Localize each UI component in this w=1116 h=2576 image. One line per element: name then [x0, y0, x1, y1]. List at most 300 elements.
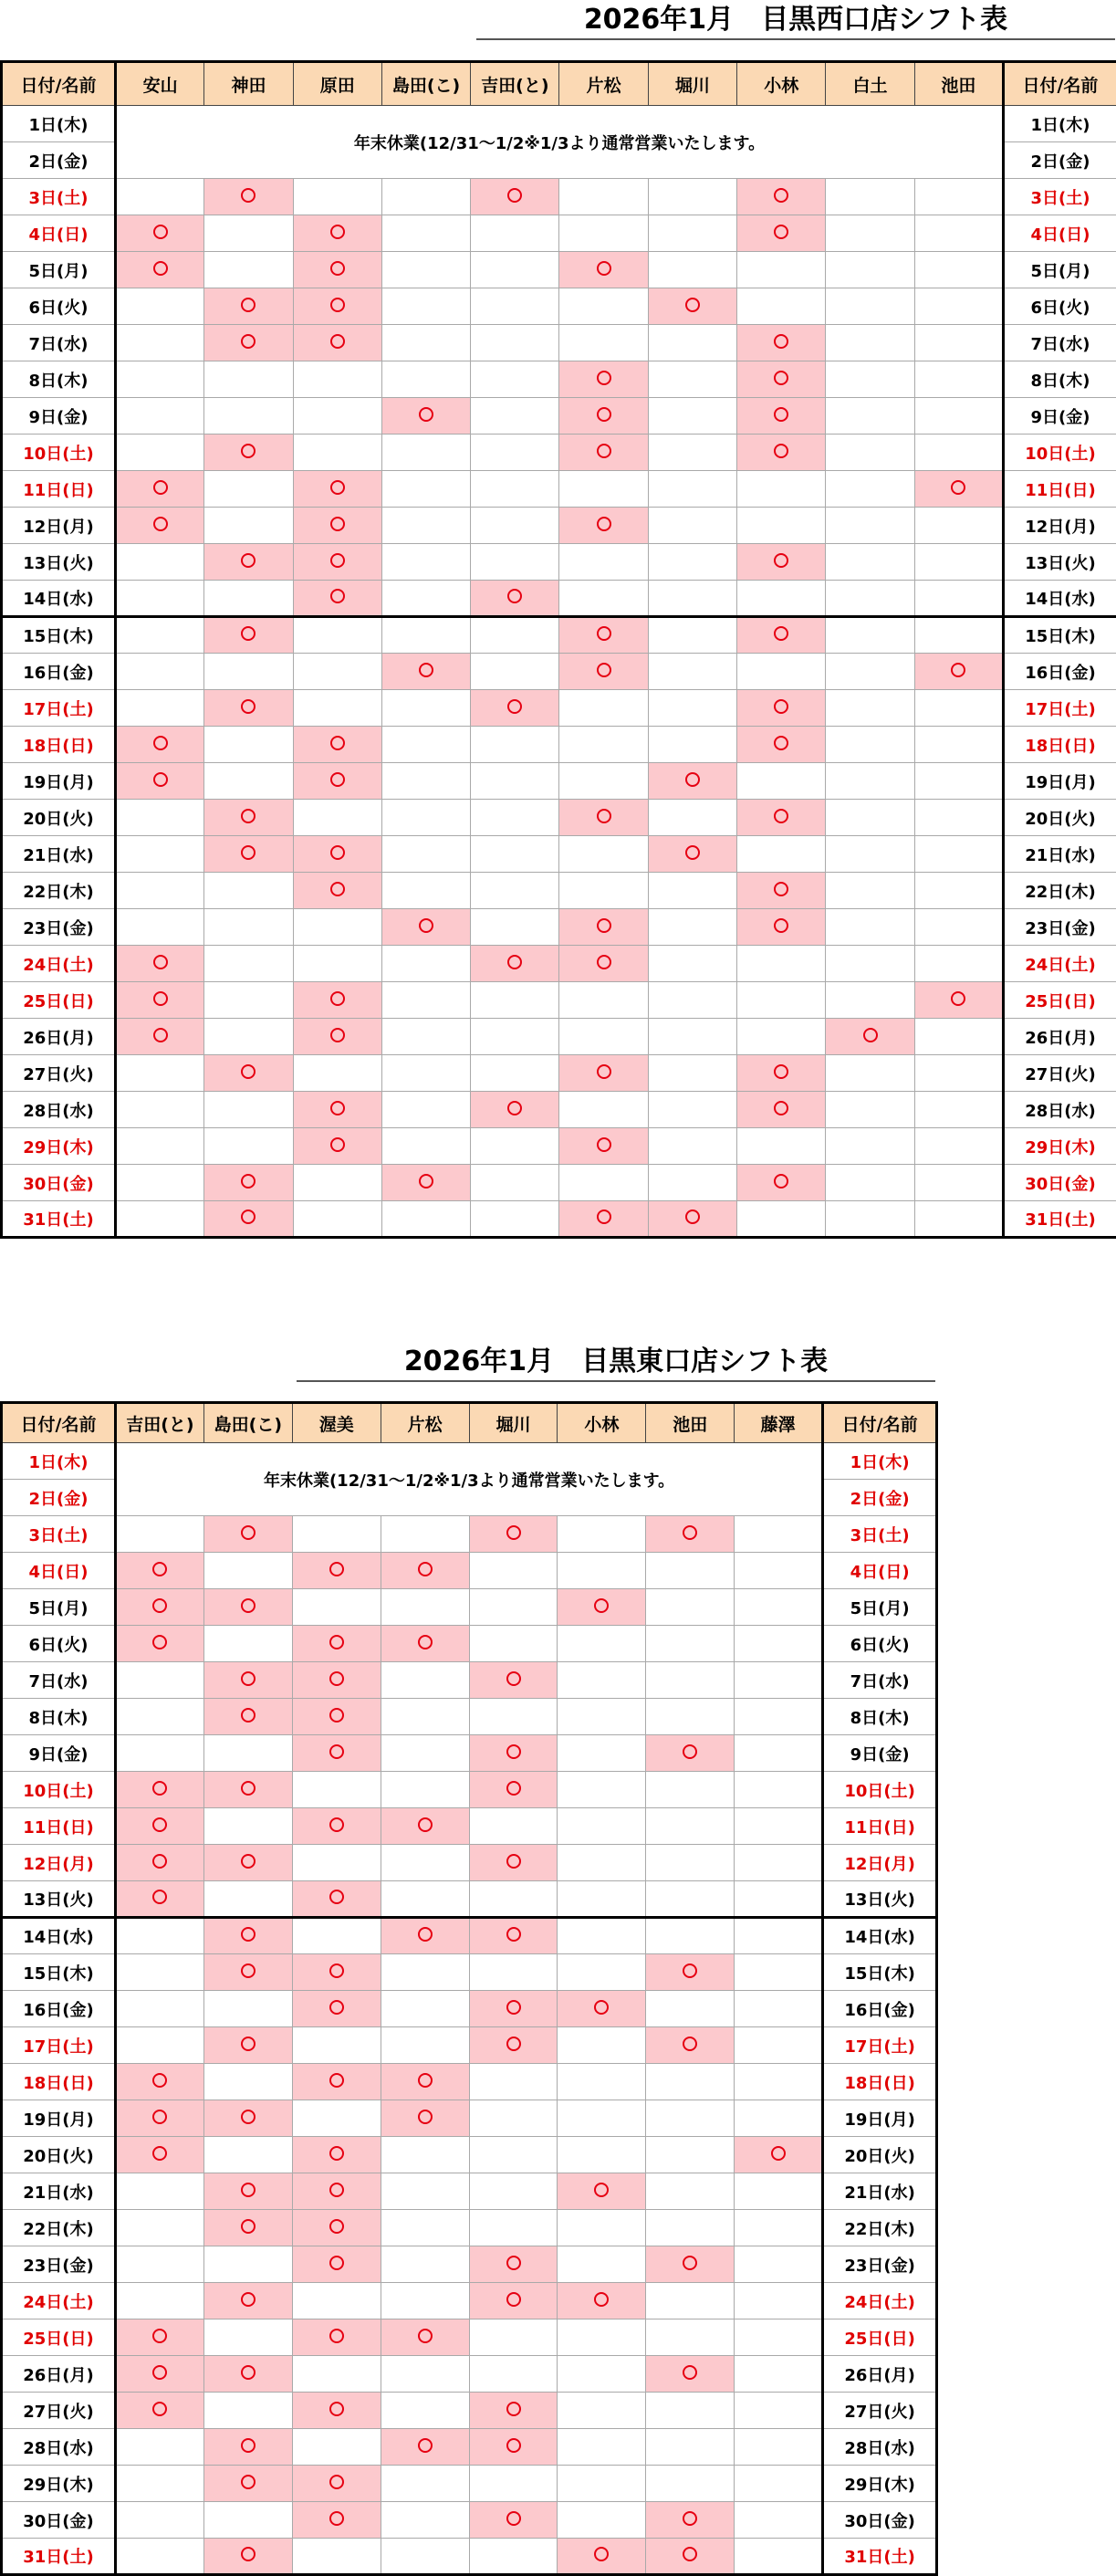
shift-cell: [469, 2064, 558, 2100]
shift-cell-on: [204, 288, 293, 325]
shift-cell: [204, 873, 293, 909]
shift-cell-on: [293, 873, 381, 909]
shift-cell: [203, 1553, 292, 1589]
shift-cell: [914, 435, 1003, 471]
shift-cell-on: [292, 2502, 381, 2539]
circle-mark: [683, 2547, 697, 2561]
shift-cell-on: [292, 1991, 381, 2027]
shift-cell-on: [292, 1954, 381, 1991]
shift-cell: [116, 544, 204, 581]
shift-cell: [735, 1553, 823, 1589]
shift-cell-on: [559, 1128, 648, 1165]
circle-mark: [241, 444, 256, 458]
shift-cell: [646, 1699, 735, 1735]
shift-cell-on: [737, 361, 826, 398]
day-label: 10日(土): [2, 435, 116, 471]
day-label: 26日(月): [1003, 1019, 1116, 1055]
shift-cell: [204, 471, 293, 508]
shift-cell: [293, 909, 381, 946]
shift-cell-on: [559, 361, 648, 398]
shift-cell-on: [116, 982, 204, 1019]
shift-cell-on: [204, 435, 293, 471]
shift-cell-on: [292, 1735, 381, 1772]
circle-mark: [152, 1635, 167, 1649]
shift-cell: [381, 2137, 469, 2173]
shift-cell: [735, 2064, 823, 2100]
shift-cell-on: [737, 727, 826, 763]
shift-cell: [471, 982, 559, 1019]
shift-cell: [735, 1699, 823, 1735]
shift-cell: [558, 1954, 646, 1991]
circle-mark: [330, 772, 345, 787]
shift-cell: [648, 1165, 736, 1201]
shift-cell-on: [203, 1589, 292, 1626]
day-row: [2, 1954, 937, 1991]
shift-cell: [469, 2210, 558, 2246]
shift-cell: [471, 1201, 559, 1238]
circle-mark: [597, 261, 611, 276]
circle-mark: [506, 1927, 521, 1942]
circle-mark: [241, 2292, 256, 2307]
shift-cell: [648, 325, 736, 361]
shift-cell: [116, 836, 204, 873]
day-label: 9日(金): [1003, 398, 1116, 435]
circle-mark: [329, 2073, 344, 2088]
shift-cell: [648, 727, 736, 763]
day-label: 24日(土): [1003, 946, 1116, 982]
shift-cell-on: [116, 2393, 204, 2429]
day-label: 7日(水): [823, 1662, 937, 1699]
shift-cell: [204, 763, 293, 800]
shift-cell: [826, 471, 914, 508]
shift-cell: [646, 1991, 735, 2027]
circle-mark: [418, 2329, 433, 2343]
circle-mark: [597, 1064, 611, 1079]
circle-mark: [329, 2146, 344, 2161]
circle-mark: [774, 1101, 788, 1115]
shift-cell-on: [203, 2539, 292, 2575]
shift-cell: [826, 581, 914, 617]
shift-cell: [471, 398, 559, 435]
shift-cell-on: [293, 288, 381, 325]
day-row: [2, 873, 1116, 909]
circle-mark: [152, 1598, 167, 1613]
shift-cell-on: [558, 2173, 646, 2210]
shift-cell-on: [559, 435, 648, 471]
shift-cell: [204, 361, 293, 398]
circle-mark: [329, 2256, 344, 2270]
staff-header: 小林: [558, 1403, 646, 1443]
circle-mark: [419, 918, 433, 933]
shift-cell-on: [203, 2429, 292, 2466]
shift-cell-on: [648, 1201, 736, 1238]
circle-mark: [330, 882, 345, 896]
shift-cell: [648, 544, 736, 581]
circle-mark: [506, 2000, 521, 2015]
circle-mark: [241, 2438, 256, 2453]
day-label: 30日(金): [2, 1165, 116, 1201]
day-row: [2, 836, 1116, 873]
shift-cell-on: [469, 2429, 558, 2466]
shift-cell: [292, 2027, 381, 2064]
shift-cell: [381, 471, 470, 508]
shift-cell-on: [204, 179, 293, 215]
shift-cell: [914, 763, 1003, 800]
shift-cell: [735, 2429, 823, 2466]
day-row: [2, 1845, 937, 1881]
shift-cell-on: [559, 946, 648, 982]
shift-cell: [203, 1991, 292, 2027]
shift-cell-on: [381, 398, 470, 435]
day-label: 2日(金): [1003, 142, 1116, 179]
circle-mark: [507, 699, 522, 714]
shift-cell-on: [826, 1019, 914, 1055]
shift-cell: [558, 2393, 646, 2429]
circle-mark: [418, 2110, 433, 2124]
shift-cell: [381, 2210, 469, 2246]
circle-mark: [241, 2219, 256, 2234]
shift-cell: [826, 873, 914, 909]
circle-mark: [597, 407, 611, 422]
day-label: 16日(金): [823, 1991, 937, 2027]
shift-cell: [735, 2502, 823, 2539]
shift-cell: [737, 763, 826, 800]
day-label: 7日(水): [2, 325, 116, 361]
shift-cell: [381, 2502, 469, 2539]
day-label: 3日(土): [2, 1516, 116, 1553]
shift-cell-on: [116, 727, 204, 763]
shift-cell: [381, 508, 470, 544]
shift-cell: [381, 690, 470, 727]
day-row: [2, 1092, 1116, 1128]
day-label: 17日(土): [1003, 690, 1116, 727]
day-label: 21日(水): [823, 2173, 937, 2210]
shift-cell: [381, 1772, 469, 1808]
circle-mark: [153, 517, 168, 531]
shift-cell: [735, 1881, 823, 1918]
day-label: 25日(日): [1003, 982, 1116, 1019]
circle-mark: [507, 188, 522, 203]
shift-cell: [469, 1589, 558, 1626]
circle-mark: [330, 589, 345, 603]
circle-mark: [506, 2256, 521, 2270]
shift-cell: [735, 1772, 823, 1808]
circle-mark: [241, 1174, 256, 1189]
shift-cell: [826, 836, 914, 873]
shift-cell-on: [914, 982, 1003, 1019]
shift-cell: [116, 800, 204, 836]
shift-cell: [116, 1055, 204, 1092]
shift-cell-on: [469, 1772, 558, 1808]
shift-cell: [826, 1165, 914, 1201]
shift-cell: [381, 581, 470, 617]
shift-cell: [381, 179, 470, 215]
day-label: 28日(水): [2, 1092, 116, 1128]
shift-cell: [381, 2539, 469, 2575]
shift-cell: [914, 1165, 1003, 1201]
shift-cell: [469, 2319, 558, 2356]
day-row: [2, 617, 1116, 654]
shift-cell: [381, 836, 470, 873]
day-label: 29日(木): [1003, 1128, 1116, 1165]
shift-cell: [116, 2210, 204, 2246]
shift-cell: [558, 1626, 646, 1662]
shift-cell: [648, 946, 736, 982]
shift-cell: [469, 1808, 558, 1845]
shift-cell: [116, 1516, 204, 1553]
day-row: [2, 2246, 937, 2283]
circle-mark: [774, 882, 788, 896]
shift-cell-on: [559, 508, 648, 544]
shift-cell-on: [471, 179, 559, 215]
shift-cell: [471, 800, 559, 836]
shift-cell-on: [646, 1516, 735, 1553]
circle-mark: [685, 1209, 700, 1224]
shift-cell-on: [559, 800, 648, 836]
circle-mark: [597, 626, 611, 641]
shift-cell: [559, 836, 648, 873]
day-label: 24日(土): [2, 946, 116, 982]
day-label: 5日(月): [2, 1589, 116, 1626]
day-label: 8日(木): [1003, 361, 1116, 398]
shift-cell-on: [293, 544, 381, 581]
shift-cell: [558, 2137, 646, 2173]
shift-cell: [471, 1128, 559, 1165]
day-label: 25日(日): [2, 982, 116, 1019]
day-label: 28日(水): [823, 2429, 937, 2466]
shift-cell: [826, 763, 914, 800]
shift-cell: [204, 252, 293, 288]
circle-mark: [418, 1635, 433, 1649]
shift-cell: [471, 836, 559, 873]
shift-cell: [293, 690, 381, 727]
circle-mark: [152, 2402, 167, 2416]
day-row: [2, 2429, 937, 2466]
shift-cell-on: [646, 2539, 735, 2575]
circle-mark: [774, 1174, 788, 1189]
circle-mark: [241, 2037, 256, 2051]
shift-cell: [559, 873, 648, 909]
circle-mark: [774, 553, 788, 568]
shift-cell: [116, 581, 204, 617]
shift-cell: [826, 800, 914, 836]
shift-cell-on: [469, 2027, 558, 2064]
shift-cell-on: [293, 1019, 381, 1055]
shift-cell-on: [737, 179, 826, 215]
shift-cell: [559, 982, 648, 1019]
day-row: [2, 1918, 937, 1954]
shift-cell: [381, 252, 470, 288]
shift-cell-on: [381, 2429, 469, 2466]
header-row: [2, 62, 1116, 106]
day-label: 9日(金): [823, 1735, 937, 1772]
shift-cell: [381, 2356, 469, 2393]
day-label: 24日(土): [823, 2283, 937, 2319]
shift-cell: [558, 2502, 646, 2539]
shift-cell-on: [381, 1165, 470, 1201]
shift-cell-on: [559, 1055, 648, 1092]
shift-cell: [381, 1092, 470, 1128]
circle-mark: [152, 2146, 167, 2161]
circle-mark: [153, 261, 168, 276]
circle-mark: [329, 1744, 344, 1759]
day-label: 16日(金): [2, 1991, 116, 2027]
circle-mark: [153, 955, 168, 969]
day-label: 13日(火): [2, 1881, 116, 1918]
shift-cell-on: [914, 471, 1003, 508]
circle-mark: [774, 736, 788, 750]
shift-cell-on: [293, 581, 381, 617]
shift-cell: [471, 508, 559, 544]
circle-mark: [951, 480, 965, 495]
shift-cell: [558, 1918, 646, 1954]
shift-cell: [471, 873, 559, 909]
shift-cell: [558, 2319, 646, 2356]
shift-cell: [558, 2100, 646, 2137]
shift-cell: [559, 288, 648, 325]
shift-cell-on: [559, 398, 648, 435]
shift-cell: [381, 1954, 469, 1991]
circle-mark: [329, 2219, 344, 2234]
shift-cell: [381, 1128, 470, 1165]
day-label: 14日(水): [2, 1918, 116, 1954]
shift-cell: [293, 398, 381, 435]
shift-cell: [914, 288, 1003, 325]
shift-cell-on: [116, 252, 204, 288]
shift-cell: [203, 1881, 292, 1918]
shift-cell: [471, 435, 559, 471]
shift-cell: [292, 2283, 381, 2319]
shift-cell: [558, 2064, 646, 2100]
staff-header: 池田: [914, 62, 1003, 106]
shift-cell-on: [204, 617, 293, 654]
shift-cell: [826, 727, 914, 763]
shift-cell-on: [116, 508, 204, 544]
shift-cell: [914, 544, 1003, 581]
circle-mark: [683, 2511, 697, 2526]
shift-cell: [203, 2393, 292, 2429]
shift-cell-on: [292, 2319, 381, 2356]
day-row: [2, 2173, 937, 2210]
day-row: [2, 2319, 937, 2356]
shift-cell: [116, 325, 204, 361]
shift-cell-on: [292, 2393, 381, 2429]
shift-cell: [737, 1128, 826, 1165]
day-row: [2, 2283, 937, 2319]
shift-cell: [648, 1128, 736, 1165]
day-row: [2, 398, 1116, 435]
shift-cell: [469, 2356, 558, 2393]
day-row: [2, 581, 1116, 617]
shift-cell: [293, 1165, 381, 1201]
day-row: [2, 690, 1116, 727]
circle-mark: [329, 1963, 344, 1978]
shift-cell: [559, 727, 648, 763]
shift-cell-on: [203, 1662, 292, 1699]
shift-cell: [381, 1516, 469, 1553]
shift-cell: [381, 727, 470, 763]
day-label: 6日(火): [1003, 288, 1116, 325]
shift-cell: [116, 654, 204, 690]
shift-cell: [204, 1128, 293, 1165]
circle-mark: [152, 1781, 167, 1796]
shift-cell-on: [203, 2173, 292, 2210]
circle-mark: [241, 1525, 256, 1540]
shift-cell-on: [292, 1699, 381, 1735]
day-row: [2, 909, 1116, 946]
circle-mark: [241, 553, 256, 568]
day-row: [2, 2027, 937, 2064]
shift-cell: [203, 2064, 292, 2100]
day-label: 23日(金): [1003, 909, 1116, 946]
day-label: 20日(火): [2, 2137, 116, 2173]
shift-cell: [204, 654, 293, 690]
circle-mark: [683, 2037, 697, 2051]
day-label: 23日(金): [2, 2246, 116, 2283]
circle-mark: [330, 1101, 345, 1115]
shift-cell: [471, 1019, 559, 1055]
circle-mark: [418, 2073, 433, 2088]
day-label: 14日(水): [1003, 581, 1116, 617]
shift-cell: [203, 1626, 292, 1662]
circle-mark: [507, 955, 522, 969]
day-row: [2, 2356, 937, 2393]
shift-cell: [826, 654, 914, 690]
circle-mark: [597, 663, 611, 677]
shift-cell: [826, 288, 914, 325]
day-row: [2, 435, 1116, 471]
shift-cell: [381, 544, 470, 581]
day-row: [2, 727, 1116, 763]
shift-cell: [559, 325, 648, 361]
shift-cell-on: [737, 544, 826, 581]
day-row: [2, 1626, 937, 1662]
shift-cell: [646, 2429, 735, 2466]
shift-cell: [116, 1092, 204, 1128]
shift-cell-on: [469, 2502, 558, 2539]
shift-cell-on: [469, 1735, 558, 1772]
shift-cell: [558, 1772, 646, 1808]
shift-cell: [914, 836, 1003, 873]
shift-cell: [914, 909, 1003, 946]
staff-header: 渥美: [292, 1403, 381, 1443]
shift-cell: [648, 617, 736, 654]
day-row: [2, 2502, 937, 2539]
shift-cell-on: [646, 2027, 735, 2064]
shift-cell: [471, 654, 559, 690]
day-label: 11日(日): [1003, 471, 1116, 508]
shift-cell: [646, 1662, 735, 1699]
circle-mark: [241, 188, 256, 203]
shift-cell: [826, 325, 914, 361]
circle-mark: [241, 626, 256, 641]
day-label: 6日(火): [2, 288, 116, 325]
shift-cell: [381, 1662, 469, 1699]
day-row: [2, 471, 1116, 508]
shift-cell: [559, 471, 648, 508]
day-label: 15日(木): [1003, 617, 1116, 654]
day-label: 31日(土): [1003, 1201, 1116, 1238]
shift-cell: [381, 982, 470, 1019]
circle-mark: [774, 225, 788, 239]
shift-cell: [381, 1991, 469, 2027]
day-label: 7日(水): [2, 1662, 116, 1699]
staff-header: 片松: [381, 1403, 469, 1443]
day-label: 16日(金): [1003, 654, 1116, 690]
shift-cell-on: [914, 654, 1003, 690]
shift-cell: [648, 508, 736, 544]
shift-cell: [646, 1772, 735, 1808]
